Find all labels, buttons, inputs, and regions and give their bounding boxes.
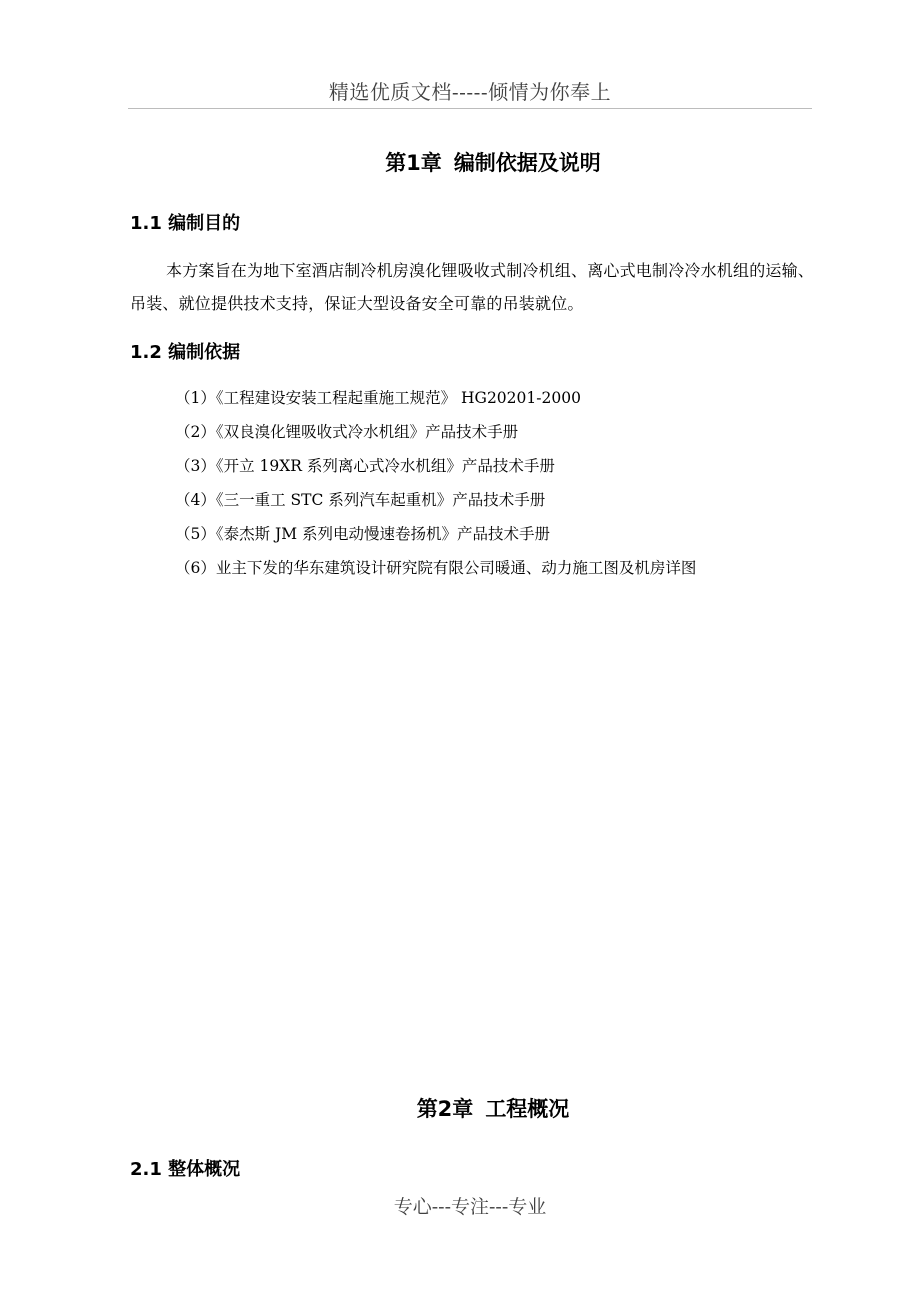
reference-item: （6）业主下发的华东建筑设计研究院有限公司暖通、动力施工图及机房详图 [175, 559, 697, 577]
running-footer: 专心---专注---专业 [393, 1196, 547, 1218]
reference-list [175, 381, 696, 585]
reference-item: （5）《泰杰斯 JM 系列电动慢速卷扬机》产品技术手册 [175, 525, 551, 543]
chapter-1-number: 第1章 [385, 151, 442, 175]
chapter-1-title [128, 148, 858, 178]
reference-item: （4）《三一重工 STC 系列汽车起重机》产品技术手册 [175, 491, 546, 509]
section-2-1-heading: 2.1 整体概况 [130, 1159, 241, 1180]
chapter-1-name: 编制依据及说明 [453, 151, 601, 175]
reference-item: （1）《工程建设安装工程起重施工规范》 HG20201-2000 [175, 389, 581, 407]
chapter-2-title [128, 1094, 858, 1124]
section-1-1-paragraph: 本方案旨在为地下室酒店制冷机房溴化锂吸收式制冷机组、离心式电制冷冷水机组的运输、吊装、就位提供技术支持，保证大型设备安全可靠的吊装就位。 [130, 261, 815, 313]
chapter-2-name: 工程概况 [485, 1097, 570, 1121]
section-1-2-heading: 1.2 编制依据 [130, 342, 241, 363]
header-divider [128, 108, 812, 109]
running-header: 精选优质文档-----倾情为你奉上 [328, 80, 612, 104]
chapter-2-number: 第2章 [416, 1097, 474, 1121]
reference-item: （3）《开立 19XR 系列离心式冷水机组》产品技术手册 [175, 457, 555, 475]
section-1-1-heading: 1.1 编制目的 [130, 213, 241, 234]
reference-item: （2）《双良溴化锂吸收式冷水机组》产品技术手册 [175, 423, 519, 441]
